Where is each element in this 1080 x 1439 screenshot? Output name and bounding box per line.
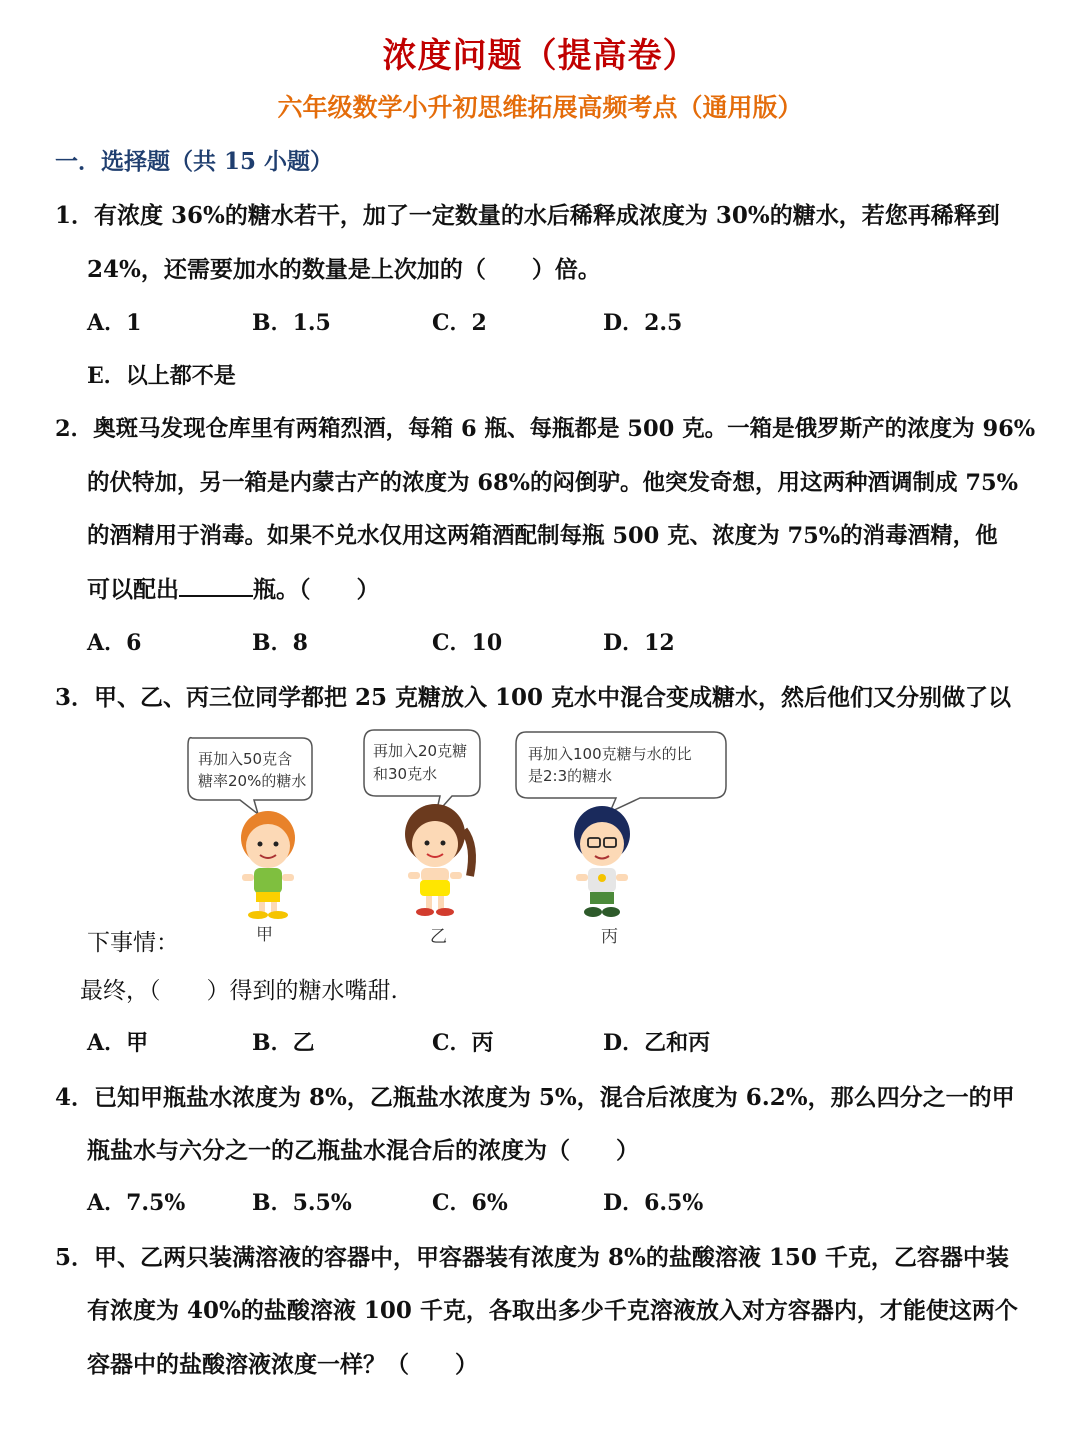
girl-yi-icon [405,804,472,916]
bubble-yi-text-1: 再加入20克糖 [373,742,468,760]
question-3-illustration [180,726,740,956]
question-3-option-d[interactable]: D．乙和丙 [603,1030,711,1056]
question-2-line-1: 2．奥斑马发现仓库里有两箱烈酒，每箱 6 瓶、每瓶都是 500 克。一箱是俄罗斯产的浓度为 96% [55,416,1036,442]
question-2-option-c[interactable]: C．10 [432,630,503,656]
question-4-line-2: 瓶盐水与六分之一的乙瓶盐水混合后的浓度为（ ） [87,1137,639,1164]
question-1-option-e[interactable]: E．以上都不是 [87,363,236,389]
question-3-option-c[interactable]: C．丙 [432,1030,494,1056]
question-2-line-2: 的伏特加，另一箱是内蒙古产的浓度为 68%的闷倒驴。他突发奇想，用这两种酒调制成 75% [87,470,1019,496]
question-3-line-2: 下事情： [87,930,179,956]
question-1-line-1: 1．有浓度 36%的糖水若干，加了一定数量的水后稀释成浓度为 30%的糖水，若您再稀释到 [55,202,1000,229]
bubble-bing-text-1: 再加入100克糖与水的比 [528,745,692,763]
question-5-line-1: 5．甲、乙两只装满溶液的容器中，甲容器装有浓度为 8%的盐酸溶液 150 千克，乙容器中装 [55,1244,1009,1271]
question-1-option-c[interactable]: C．2 [432,310,487,336]
question-4-line-1: 4．已知甲瓶盐水浓度为 8%，乙瓶盐水浓度为 5%，混合后浓度为 6.2%，那么四分之一的甲 [55,1084,1015,1111]
section-heading: 一．选择题（共 15 小题） [55,148,334,175]
bubble-bing-text-2: 是2:3的糖水 [528,767,613,785]
question-1-option-d[interactable]: D．2.5 [603,310,683,336]
question-3-option-b[interactable]: B．乙 [252,1030,315,1056]
boy-bing-icon [574,806,630,917]
question-1-option-a[interactable]: A．1 [87,310,142,336]
question-2-line-4-start: 可以配出 [87,576,179,603]
question-4-option-a[interactable]: A．7.5% [87,1190,186,1216]
question-4-option-b[interactable]: B．5.5% [252,1190,352,1216]
question-5-line-3: 容器中的盐酸溶液浓度一样？（ ） [87,1351,478,1378]
name-yi: 乙 [430,927,447,947]
question-5-line-2: 有浓度为 40%的盐酸溶液 100 千克，各取出多少千克溶液放入对方容器内，才能使这两个 [87,1297,1018,1324]
question-2-line-4-end: 瓶。（ ） [253,576,380,603]
question-1-option-b[interactable]: B．1.5 [252,310,331,336]
bubble-jia-text-1: 再加入50克含 [198,750,293,768]
question-2-line-4 [87,571,380,604]
question-4-option-d[interactable]: D．6.5% [603,1190,704,1216]
bubble-yi-text-2: 和30克水 [373,765,438,783]
answer-blank[interactable] [179,573,253,597]
question-3-line-3: 最终，（ ）得到的糖水嘴甜. [80,978,398,1004]
bubble-jia-text-2: 糖率20%的糖水 [198,772,307,790]
document-title: 浓度问题（提高卷） [382,36,698,76]
speech-bubble-bing [516,732,726,812]
speech-bubble-jia [188,738,312,814]
question-2-option-a[interactable]: A．6 [87,630,142,656]
document-subtitle: 六年级数学小升初思维拓展高频考点（通用版） [277,93,803,122]
question-4-option-c[interactable]: C．6% [432,1190,508,1216]
question-2-line-3: 的酒精用于消毒。如果不兑水仅用这两箱酒配制每瓶 500 克、浓度为 75%的消毒酒精，他 [87,523,998,549]
question-3-option-a[interactable]: A．甲 [87,1030,149,1056]
question-2-option-d[interactable]: D．12 [603,630,675,656]
speech-bubble-yi [364,730,480,814]
name-jia: 甲 [256,925,273,945]
question-3-line-1: 3．甲、乙、丙三位同学都把 25 克糖放入 100 克水中混合变成糖水，然后他们又分别做了以 [55,684,1012,711]
question-1-line-2: 24%，还需要加水的数量是上次加的（ ）倍。 [87,256,601,283]
question-2-option-b[interactable]: B．8 [252,630,308,656]
boy-jia-icon [241,811,295,919]
name-bing: 丙 [601,927,618,947]
